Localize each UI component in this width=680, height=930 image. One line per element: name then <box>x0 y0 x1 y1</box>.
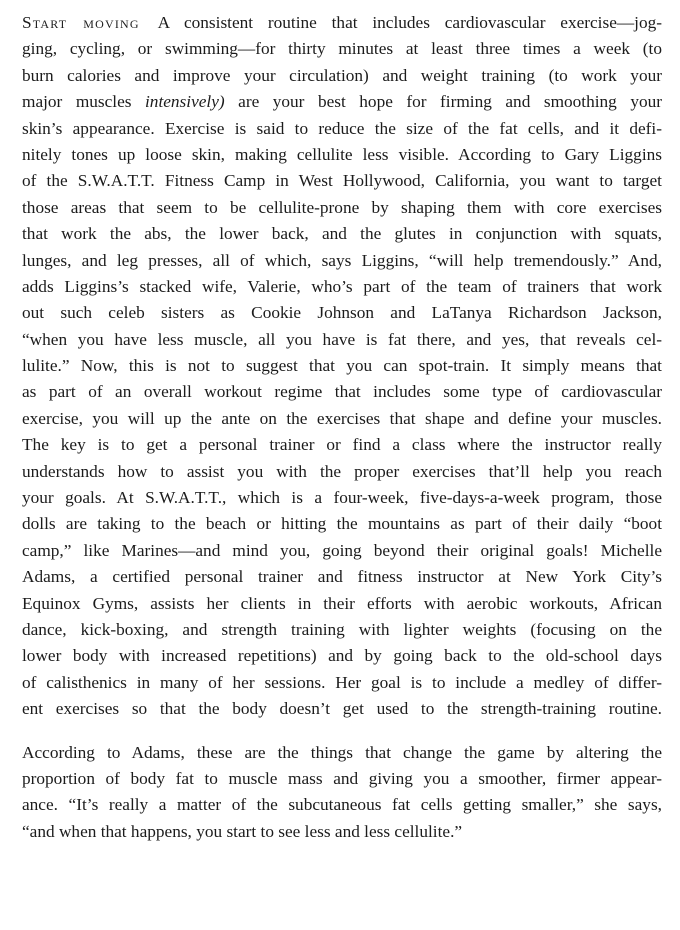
text-line: Equinox Gyms, assists her clients in their efforts with aerobic workouts, African <box>22 593 662 613</box>
text-line: “and when that happens, you start to see less and less cellulite.” <box>22 821 463 841</box>
text-line: skin’s appearance. Exercise is said to reduce the size of the fat cells, and it defi- <box>22 118 662 138</box>
italic-emphasis: intensively) <box>145 92 225 112</box>
text-line: camp,” like Marines—and mind you, going beyond their original goals! Michelle <box>22 540 662 560</box>
text-line: ging, cycling, or swimming—for thirty minutes at least three times a week (to <box>22 39 662 59</box>
article-page <box>22 10 662 845</box>
section-lead-in: Start moving <box>22 13 140 32</box>
text-line: burn calories and improve your circulation) and weight training (to work your <box>22 65 662 85</box>
text-line: exercise, you will up the ante on the exercises that shape and define your muscles. <box>22 408 662 428</box>
text-line: lower body with increased repetitions) and by going back to the old-school days <box>22 646 662 666</box>
paragraph-start-moving <box>22 10 662 723</box>
text-line: lulite.” Now, this is not to suggest that you can spot-train. It simply means that <box>22 356 662 376</box>
text-line: adds Liggins’s stacked wife, Valerie, who’s part of the team of trainers that work <box>22 276 662 296</box>
text-line: Start moving A consistent routine that includes cardiovascular exercise—jog- <box>22 13 663 32</box>
text-line: The key is to get a personal trainer or find a class where the instructor really <box>22 435 662 455</box>
text-line: those areas that seem to be cellulite-prone by shaping them with core exercises <box>22 197 662 217</box>
text-line: According to Adams, these are the things that change the game by altering the <box>22 742 662 762</box>
text-line: nitely tones up loose skin, making cellulite less visible. According to Gary Liggins <box>22 144 662 164</box>
text-line: your goals. At S.W.A.T.T., which is a four-week, five-days-a-week program, those <box>22 488 662 508</box>
text-line: understands how to assist you with the proper exercises that’ll help you reach <box>22 461 662 481</box>
text-line: out such celeb sisters as Cookie Johnson and LaTanya Richardson Jackson, <box>22 303 662 323</box>
text-line: dance, kick-boxing, and strength training with lighter weights (focusing on the <box>22 619 662 639</box>
text-line: major muscles intensively) are your best hope for firming and smoothing your <box>22 92 663 112</box>
text-line: as part of an overall workout regime that includes some type of cardiovascular <box>22 382 662 402</box>
text-line: dolls are taking to the beach or hitting the mountains as part of their daily “boot <box>22 514 662 534</box>
text-line: of the S.W.A.T.T. Fitness Camp in West Hollywood, California, you want to target <box>22 171 662 191</box>
paragraph-adams <box>22 740 662 846</box>
text-line: ance. “It’s really a matter of the subcutaneous fat cells getting smaller,” she says, <box>22 795 662 815</box>
text-line: proportion of body fat to muscle mass and giving you a smoother, firmer appear- <box>22 768 662 788</box>
text-line: lunges, and leg presses, all of which, says Liggins, “will help tremendously.” And, <box>22 250 662 270</box>
paragraph-spacer <box>22 723 662 740</box>
text-line: “when you have less muscle, all you have is fat there, and yes, that reveals cel- <box>22 329 662 349</box>
text-line: of calisthenics in many of her sessions. Her goal is to include a medley of differ- <box>22 672 662 692</box>
text-line: ent exercises so that the body doesn’t get used to the strength-training routine. <box>22 699 662 719</box>
text-line: Adams, a certified personal trainer and fitness instructor at New York City’s <box>22 567 662 587</box>
text-line: that work the abs, the lower back, and the glutes in conjunction with squats, <box>22 224 662 244</box>
